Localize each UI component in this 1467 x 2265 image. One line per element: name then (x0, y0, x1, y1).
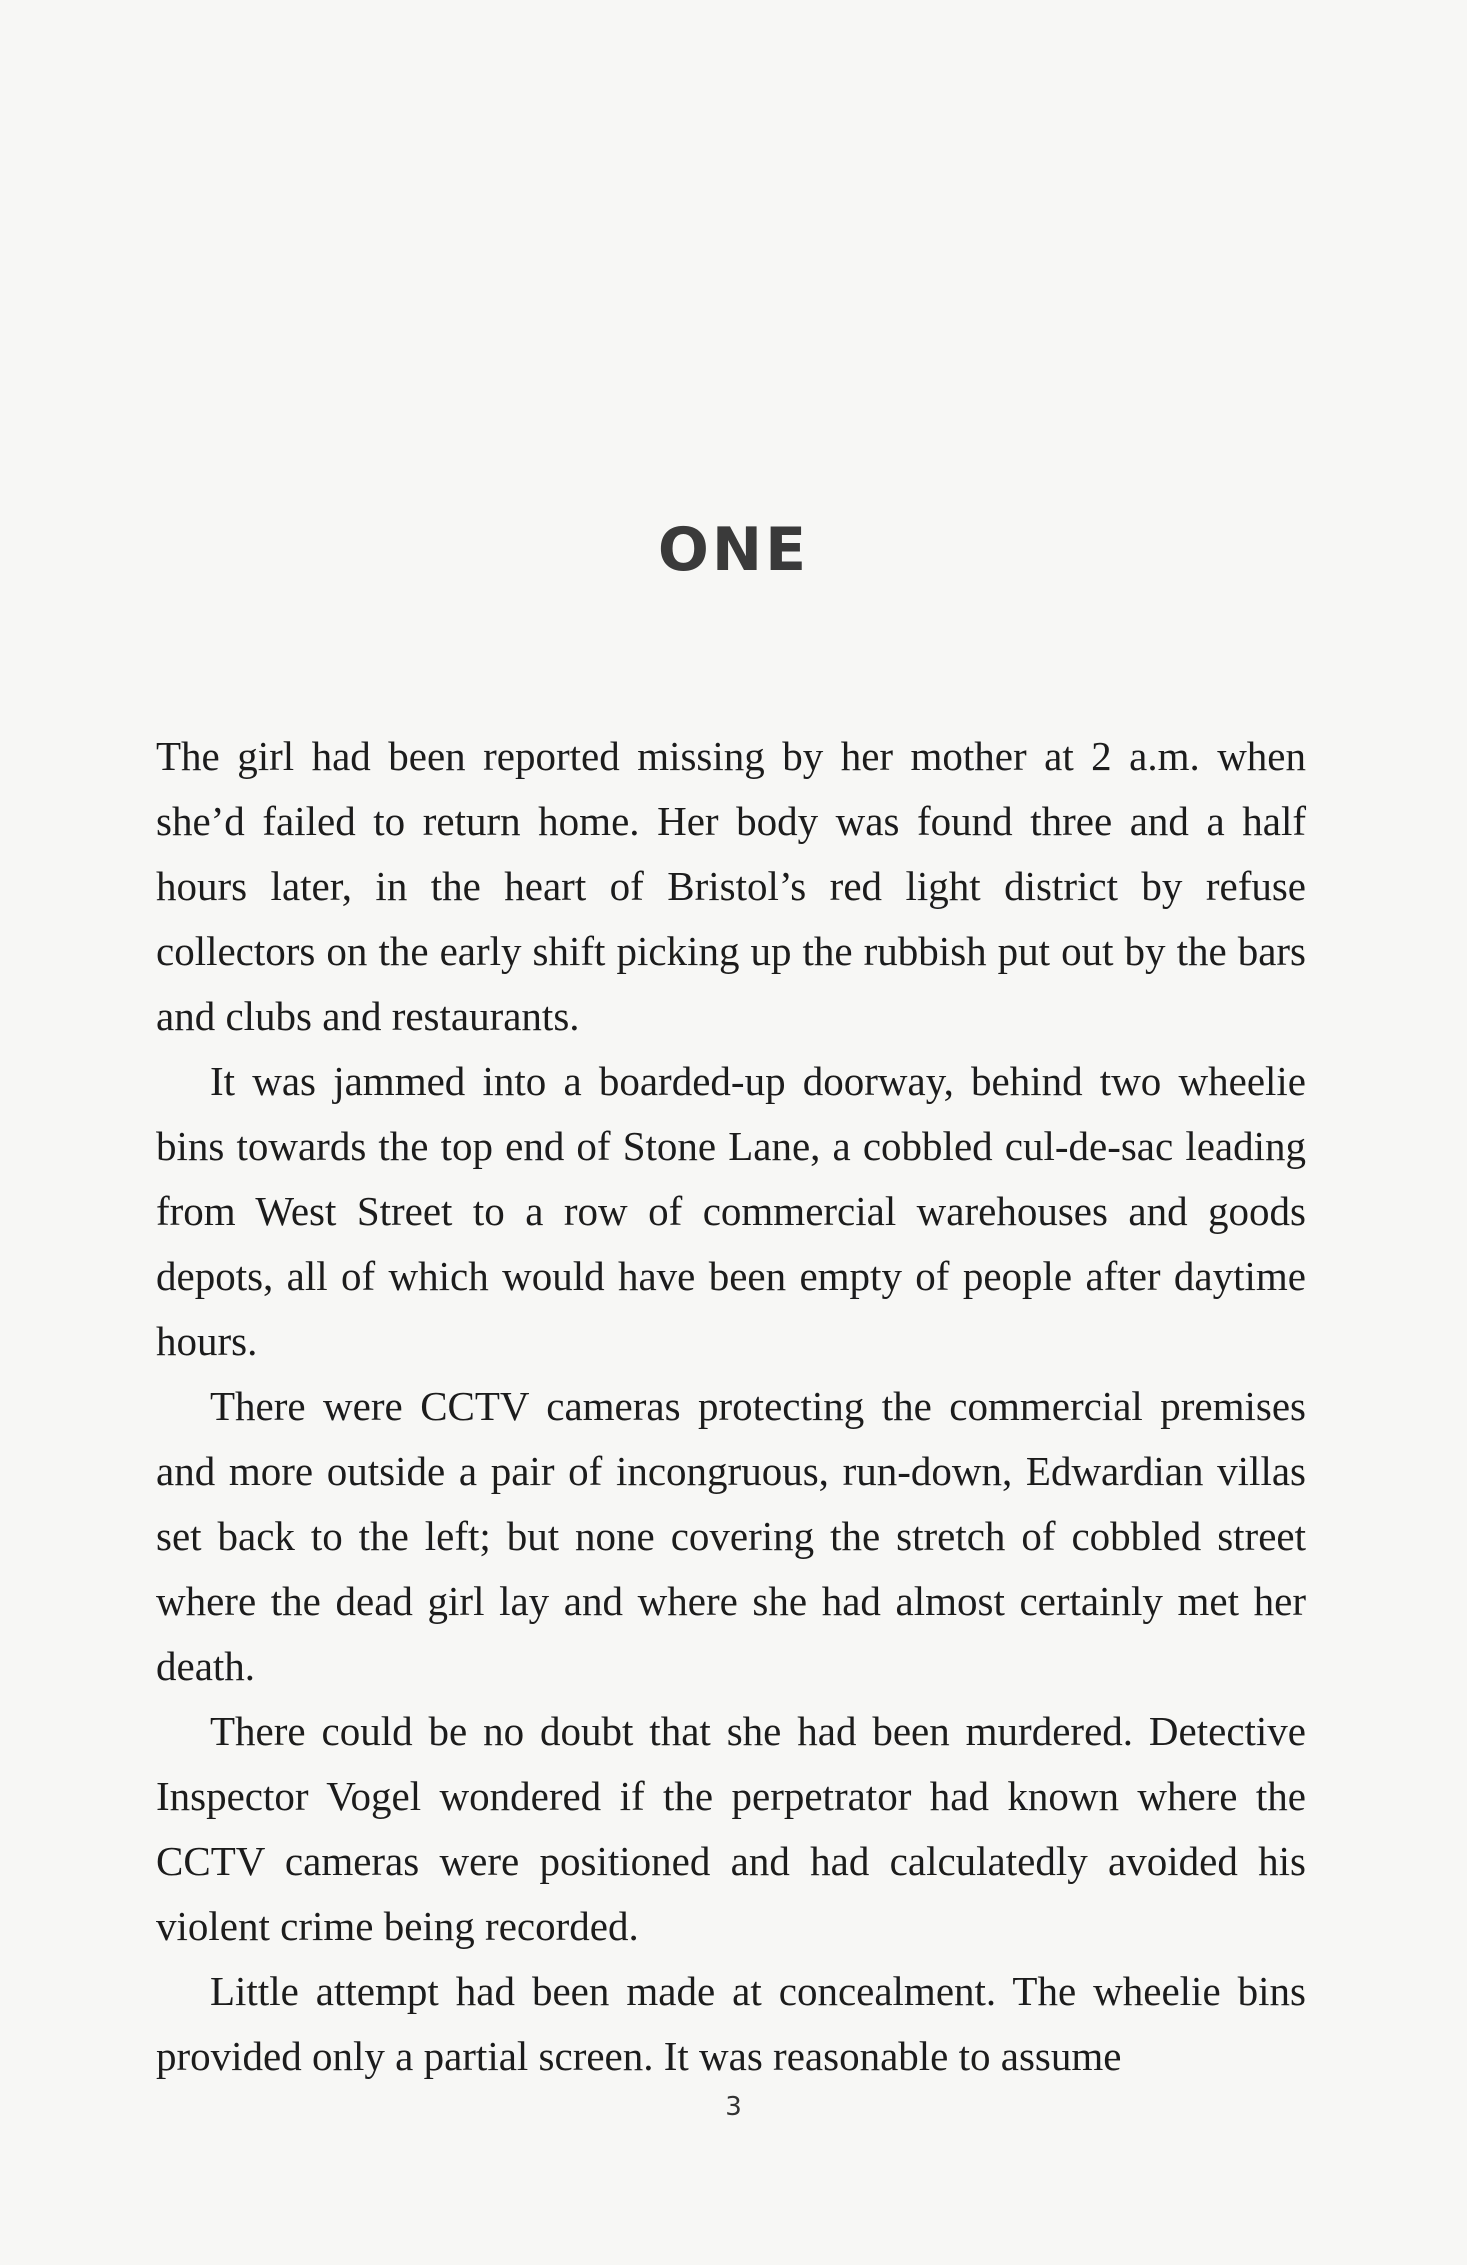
page-number: 3 (725, 2092, 742, 2122)
paragraph-2: It was jammed into a boarded-up doorway, behind two wheelie bins towards the top end of Stone Lane, a cobbled cul-de-sac leading from West Street to a row of commercial warehouses and goods depots, all of which would have been empty of people after daytime hours. (156, 1058, 1306, 1364)
paragraph-1: The girl had been reported missing by her mother at 2 a.m. when she’d failed to return home. Her body was found three and a half hours later, in the heart of Bristol’s red light district by refuse collectors on the early shift picking up the rubbish put out by the bars and clubs and restaurants. (156, 733, 1306, 1039)
paragraph-4: There could be no doubt that she had been murdered. Detective Inspector Vogel wondered if the perpetrator had known where the CCTV cameras were positioned and had calculatedly avoided his violent crime being recorded. (156, 1708, 1306, 1949)
chapter-title: ONE (657, 515, 810, 585)
paragraph-3: There were CCTV cameras protecting the commercial premises and more outside a pair of incongruous, run-down, Edwardian villas set back to the left; but none covering the stretch of cobbled street where the dead girl lay and where she had almost certainly met her death. (156, 1383, 1306, 1689)
body-text (156, 724, 1306, 2089)
paragraph-5: Little attempt had been made at concealment. The wheelie bins provided only a partial screen. It was reasonable to assume (156, 1968, 1306, 2079)
